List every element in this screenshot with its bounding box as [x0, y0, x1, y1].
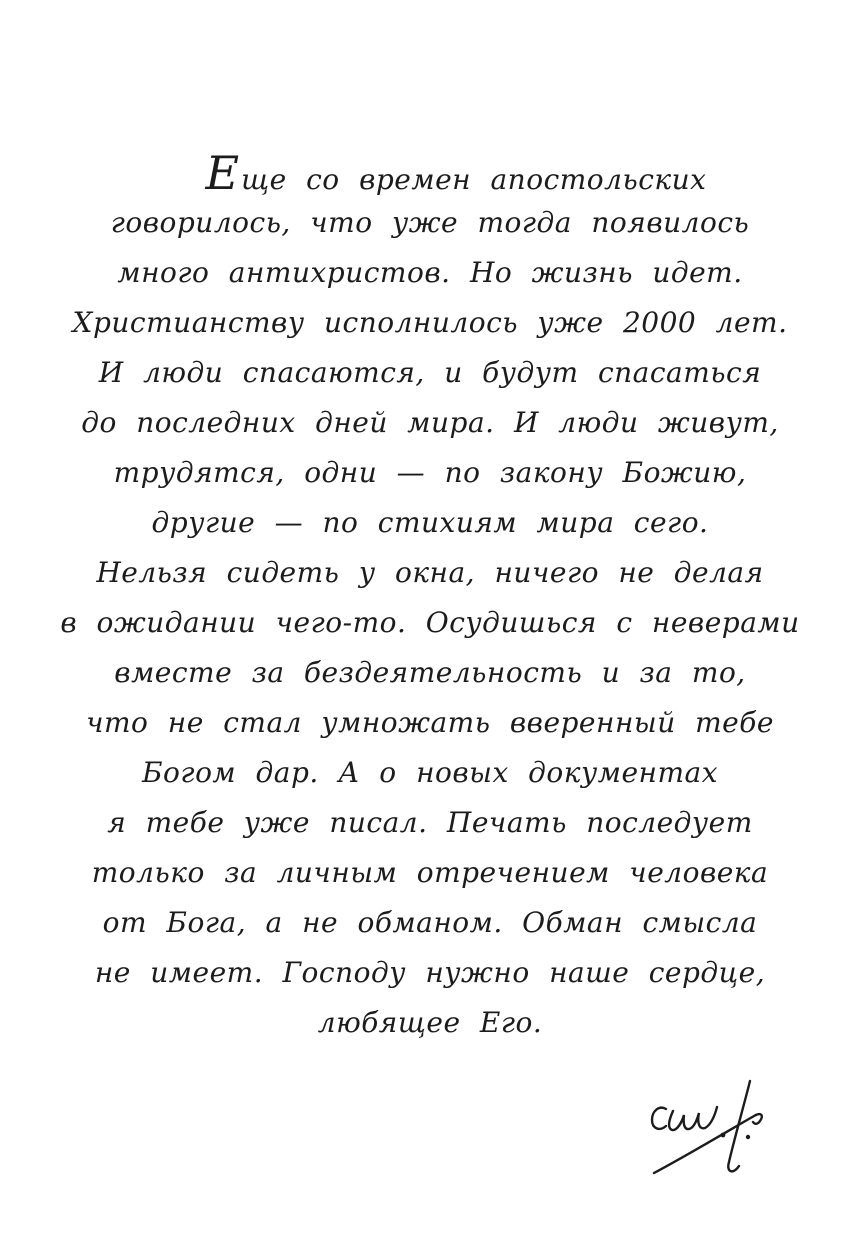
- letter-line: много антихристов. Но жизнь идет.: [117, 256, 743, 289]
- letter-line: трудятся, одни — по закону Божию,: [113, 456, 747, 489]
- signature-icon: [632, 1078, 802, 1190]
- letter-line: только за личным отречением человека: [91, 856, 769, 889]
- letter-line: что не стал умножать вверенный тебе: [86, 706, 774, 739]
- letter-line: вместе за бездеятельность и за то,: [114, 656, 746, 689]
- letter-line: Нельзя сидеть у окна, ничего не делая: [96, 556, 764, 589]
- letter-line: я тебе уже писал. Печать последует: [107, 806, 753, 839]
- letter-line: от Бога, а не обманом. Обман смысла: [102, 906, 758, 939]
- letter-line: Христианству исполнилось уже 2000 лет.: [72, 306, 788, 339]
- letter-line: говорилось, что уже тогда появилось: [110, 206, 750, 239]
- letter-line: другие — по стихиям мира сего.: [151, 506, 709, 539]
- letter-line: любящее Его.: [317, 1006, 543, 1039]
- letter-line: Богом дар. А о новых документах: [141, 756, 718, 789]
- letter-line: не имеет. Господу нужно наше сердце,: [94, 956, 766, 989]
- letter-line: Еще со времен апостольских: [205, 146, 707, 200]
- letter-line: И люди спасаются, и будут спасаться: [98, 356, 762, 389]
- letter-line: в ожидании чего-то. Осудишься с неверами: [60, 606, 800, 639]
- letter-line: до последних дней мира. И люди живут,: [81, 406, 779, 439]
- letter-text: [50, 148, 810, 1048]
